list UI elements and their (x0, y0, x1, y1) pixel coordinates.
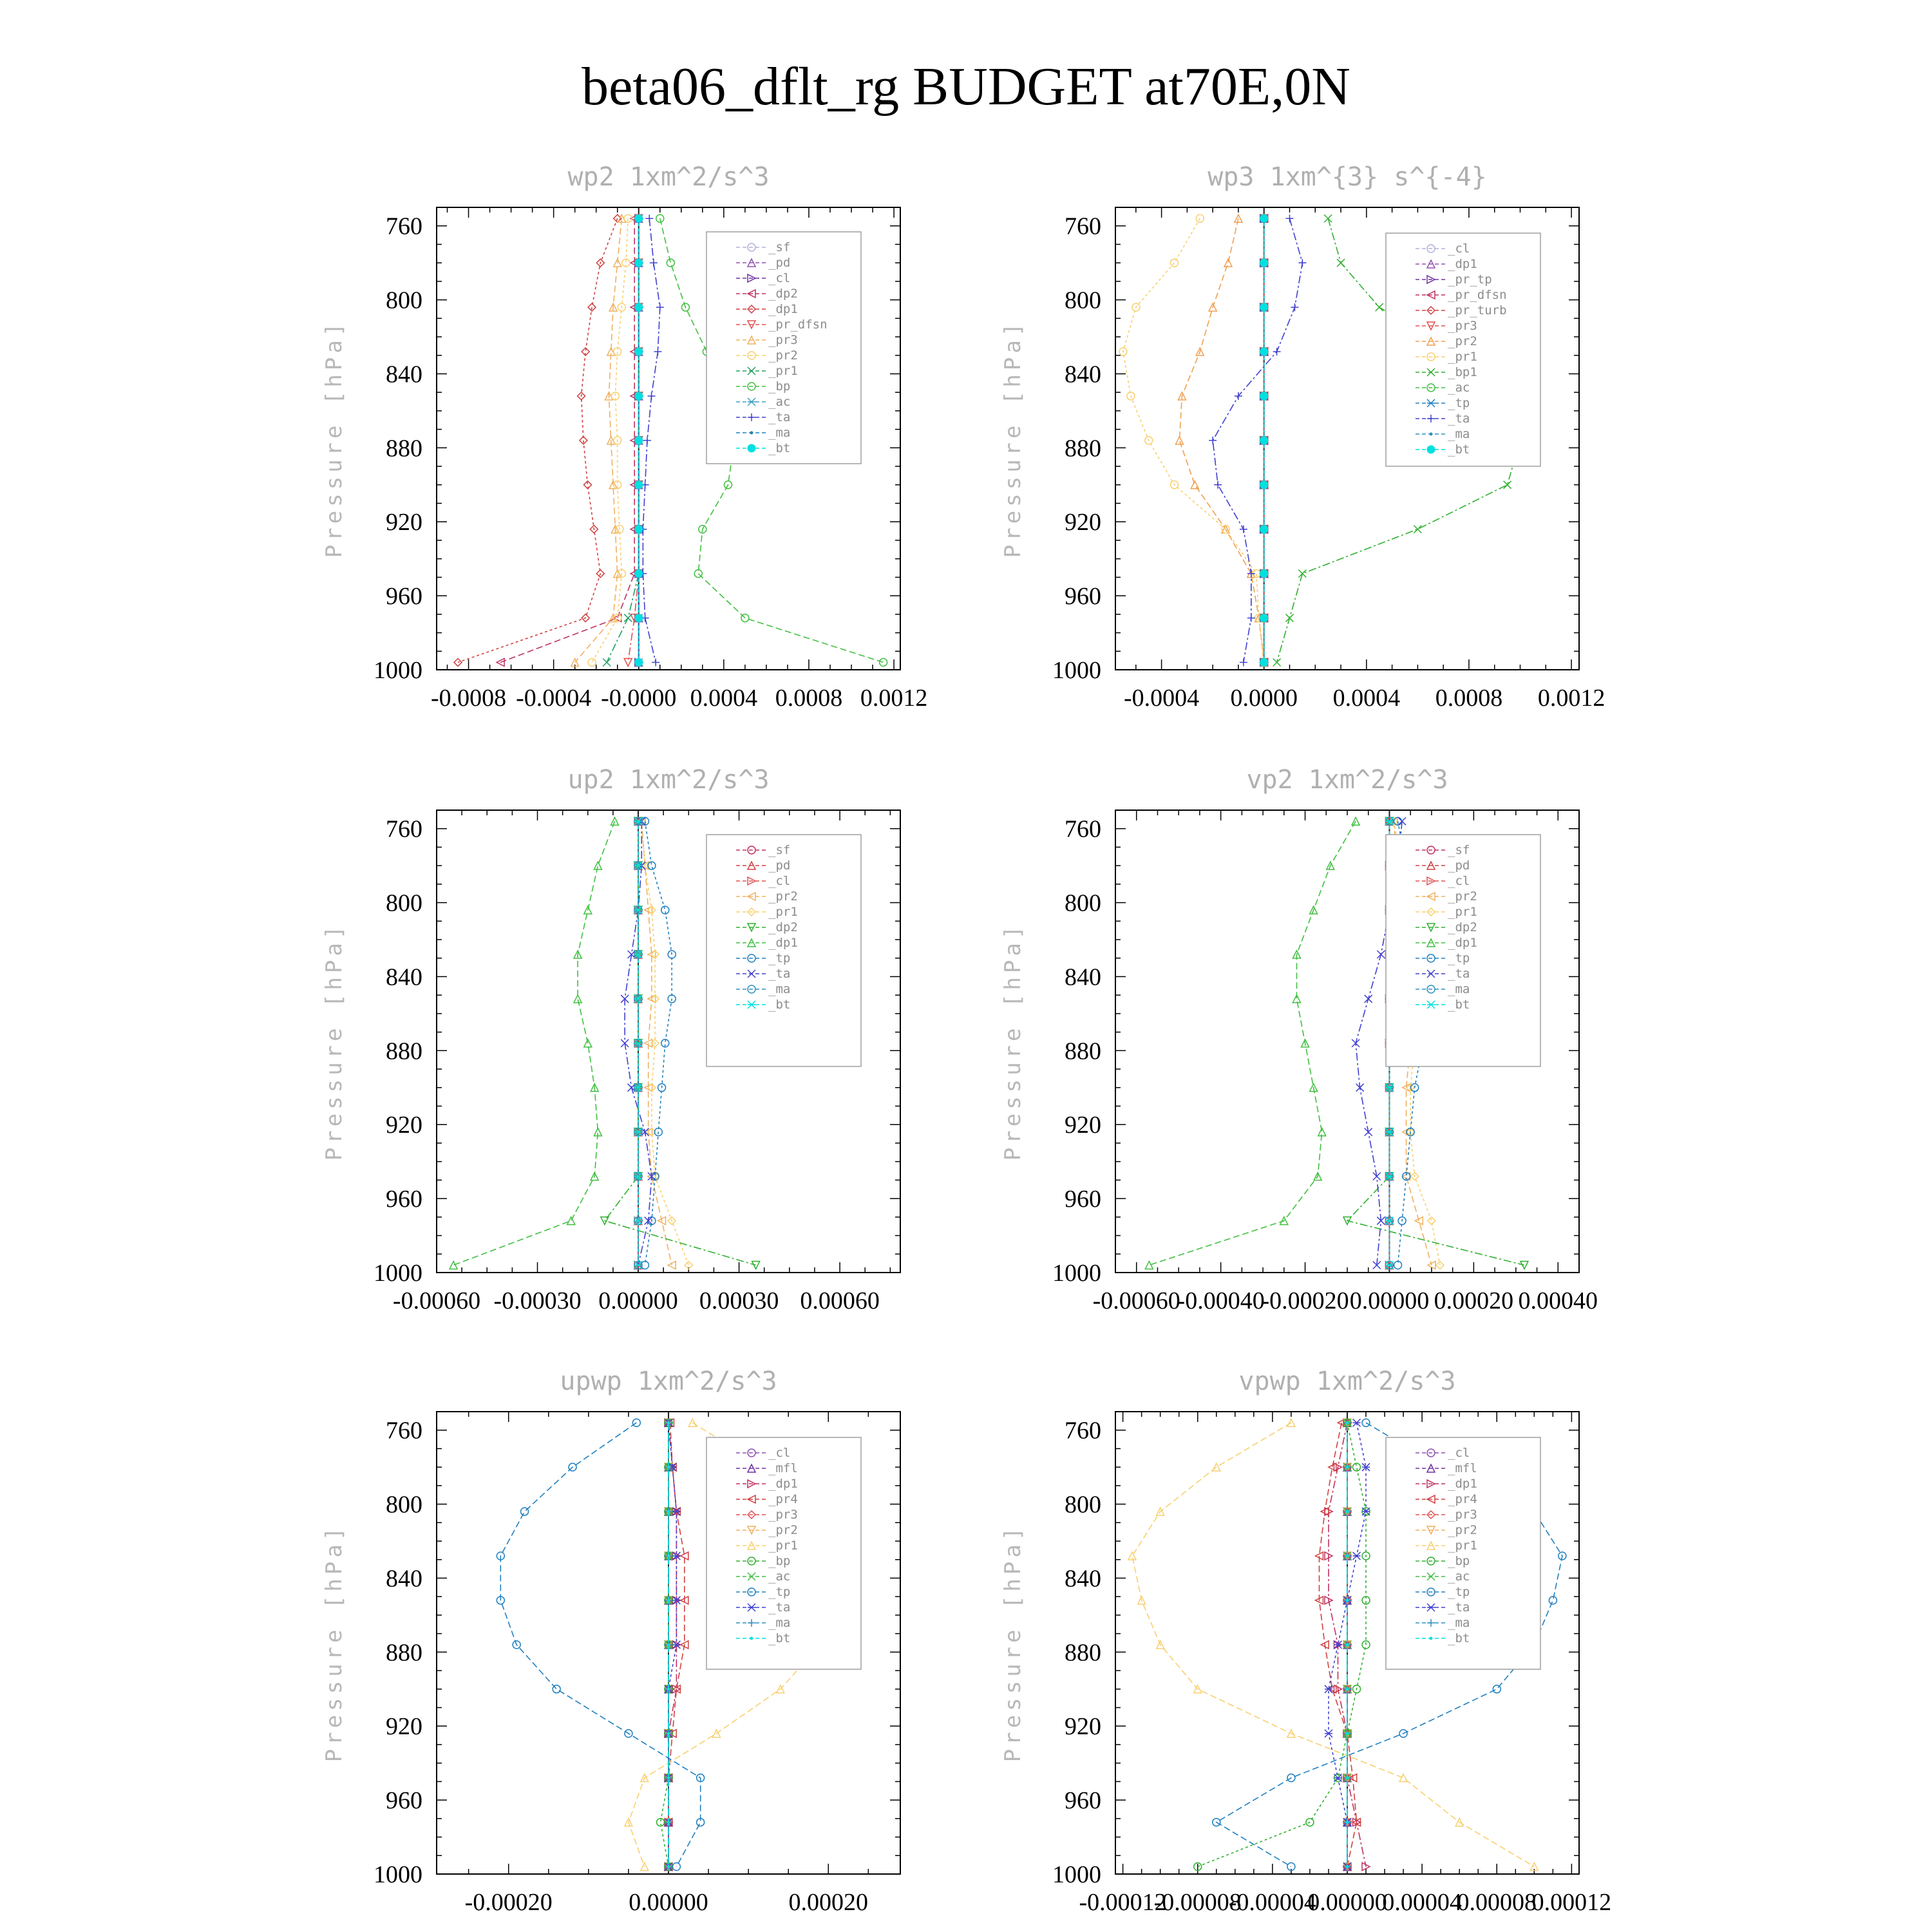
legend-label: _ta (1448, 967, 1470, 981)
legend-label: _pr_tp (1448, 272, 1492, 287)
data-point (635, 570, 643, 578)
legend-label: _pr_dfsn (1448, 288, 1507, 302)
data-point (1346, 1732, 1349, 1735)
data-point (1346, 1865, 1349, 1868)
x-tick-label: 0.00000 (1307, 1889, 1387, 1916)
data-point (667, 1643, 670, 1646)
legend-label: _ta (768, 1600, 791, 1615)
legend-label: _pr1 (768, 1539, 798, 1553)
y-tick-label: 840 (1065, 963, 1101, 991)
legend-label: _mfl (1448, 1461, 1477, 1475)
y-tick-label: 920 (386, 1112, 422, 1139)
legend-label: _ac (1448, 381, 1470, 395)
y-axis-label: Pressure [hPa] (1000, 319, 1026, 558)
panel-title: upwp 1xm^2/s^3 (560, 1367, 777, 1396)
x-tick-label: 0.00030 (699, 1287, 779, 1314)
data-point (667, 1732, 670, 1735)
legend-marker (1427, 446, 1435, 453)
legend (706, 835, 861, 1066)
legend-label: _dp2 (1448, 920, 1477, 934)
y-tick-label: 960 (386, 1787, 422, 1815)
y-tick-label: 840 (386, 963, 422, 991)
x-tick-label: 0.00012 (1531, 1889, 1612, 1916)
data-point (635, 437, 643, 444)
legend-label: _ma (1448, 1616, 1470, 1630)
data-point (635, 526, 643, 533)
y-axis-label: Pressure [hPa] (321, 319, 347, 558)
x-tick-label: 0.0012 (1537, 685, 1605, 712)
legend-label: _pr1 (1448, 350, 1477, 364)
x-tick-label: 0.00004 (1382, 1889, 1462, 1916)
legend-label: _dp1 (768, 936, 798, 950)
legend-label: _pr3 (768, 1508, 798, 1522)
legend (1386, 1437, 1540, 1669)
legend-label: _dp1 (1448, 1477, 1477, 1491)
data-point (667, 1598, 670, 1602)
y-tick-label: 920 (1065, 509, 1101, 536)
legend-label: _tp (768, 951, 791, 965)
y-tick-label: 880 (1065, 1037, 1101, 1065)
legend-label: _pr1 (768, 905, 798, 919)
legend-label: _mfl (768, 1461, 798, 1475)
y-tick-label: 960 (386, 1186, 422, 1213)
x-tick-label: 0.00020 (788, 1889, 869, 1916)
legend-label: _ta (1448, 1600, 1470, 1615)
legend-label: _bp (1448, 1554, 1470, 1568)
legend-label: _pr1 (768, 364, 798, 378)
x-tick-label: -0.0000 (601, 685, 677, 712)
x-tick-label: -0.00020 (464, 1889, 553, 1916)
legend-label: _cl (1448, 242, 1470, 256)
data-point (1260, 214, 1268, 222)
data-point (1346, 1466, 1349, 1469)
panel-title: wp3 1xm^{3} s^{-4} (1208, 162, 1487, 192)
figure-title: beta06_dflt_rg BUDGET at70E,0N (582, 57, 1350, 117)
legend-label: _cl (768, 1446, 791, 1460)
data-point (1260, 570, 1268, 578)
y-tick-label: 1000 (1052, 1260, 1101, 1287)
x-tick-label: -0.00004 (1228, 1889, 1316, 1916)
x-tick-label: 0.00060 (800, 1287, 880, 1314)
x-tick-label: 0.0008 (1435, 685, 1503, 712)
y-tick-label: 760 (1065, 1417, 1101, 1444)
legend-label: _ta (768, 967, 791, 981)
x-tick-label: 0.0000 (1230, 685, 1298, 712)
data-point (1260, 303, 1268, 311)
y-tick-label: 960 (1065, 1787, 1101, 1815)
y-tick-label: 760 (1065, 213, 1101, 240)
legend-label: _sf (1448, 843, 1470, 857)
data-point (635, 614, 643, 622)
legend (706, 1437, 861, 1669)
legend-label: _ta (768, 410, 791, 424)
data-point (1260, 259, 1268, 267)
data-point (1346, 1643, 1349, 1646)
x-tick-label: 0.0012 (860, 685, 928, 712)
x-tick-label: 0.0008 (775, 685, 843, 712)
panel-title: wp2 1xm^2/s^3 (567, 162, 770, 192)
x-tick-label: 0.0004 (1332, 685, 1401, 712)
legend-label: _pr2 (768, 348, 798, 363)
panel-title: up2 1xm^2/s^3 (567, 765, 770, 795)
legend-label: _tp (768, 1585, 791, 1599)
panel-title: vpwp 1xm^2/s^3 (1238, 1367, 1456, 1396)
legend-label: _pd (768, 256, 791, 270)
y-tick-label: 800 (1065, 287, 1101, 314)
legend-label: _pr2 (1448, 334, 1477, 348)
legend-label: _cl (768, 874, 791, 888)
y-tick-label: 1000 (1052, 657, 1101, 684)
x-tick-label: -0.00040 (1177, 1287, 1265, 1314)
data-point (1260, 614, 1268, 622)
legend-label: _pd (1448, 858, 1470, 873)
data-point (667, 1776, 670, 1779)
legend-label: _pr3 (1448, 319, 1477, 333)
y-tick-label: 1000 (374, 1861, 422, 1888)
legend-label: _pr1 (1448, 905, 1477, 919)
data-point (1346, 1555, 1349, 1558)
legend-label: _cl (1448, 874, 1470, 888)
y-axis-label: Pressure [hPa] (1000, 1523, 1026, 1763)
x-tick-label: -0.00060 (392, 1287, 481, 1314)
legend-label: _pr2 (1448, 889, 1477, 904)
x-tick-label: 0.00008 (1457, 1889, 1537, 1916)
legend-label: _pr2 (768, 889, 798, 904)
y-tick-label: 800 (1065, 889, 1101, 917)
y-tick-label: 880 (386, 1639, 422, 1667)
data-point (1260, 526, 1268, 533)
legend-label: _dp1 (768, 302, 798, 316)
data-point (667, 1865, 670, 1868)
x-tick-label: -0.0004 (1124, 685, 1200, 712)
legend-label: _tp (1448, 951, 1470, 965)
x-tick-label: 0.00000 (598, 1287, 678, 1314)
y-tick-label: 1000 (1052, 1861, 1101, 1888)
legend-marker (1430, 433, 1433, 436)
legend-label: _pr3 (1448, 1508, 1477, 1522)
data-point (1346, 1687, 1349, 1690)
data-point (635, 659, 643, 667)
y-tick-label: 840 (1065, 1565, 1101, 1593)
legend-label: _pr2 (1448, 1523, 1477, 1537)
legend-label: _pr2 (768, 1523, 798, 1537)
y-tick-label: 760 (386, 1417, 422, 1444)
y-tick-label: 880 (1065, 435, 1101, 462)
data-point (1260, 392, 1268, 400)
y-tick-label: 840 (1065, 361, 1101, 388)
legend-label: _bp1 (1448, 365, 1477, 379)
legend-label: _pr_turb (1448, 303, 1507, 317)
data-point (1260, 437, 1268, 444)
data-point (667, 1466, 670, 1469)
panel-title: vp2 1xm^2/s^3 (1246, 765, 1448, 795)
legend-label: _ac (768, 395, 791, 409)
y-tick-label: 840 (386, 1565, 422, 1593)
legend-label: _ma (768, 982, 791, 996)
legend-label: _ma (768, 1616, 791, 1630)
y-tick-label: 880 (386, 435, 422, 462)
legend-label: _bt (768, 441, 791, 455)
y-tick-label: 1000 (374, 1260, 422, 1287)
y-axis-label: Pressure [hPa] (321, 922, 347, 1161)
y-tick-label: 760 (1065, 815, 1101, 843)
legend-label: _dp1 (768, 1477, 798, 1491)
legend-label: _pr1 (1448, 1539, 1477, 1553)
legend (1386, 835, 1540, 1066)
data-point (635, 303, 643, 311)
data-point (667, 1510, 670, 1513)
legend-label: _dp1 (1448, 257, 1477, 271)
x-tick-label: -0.00012 (1079, 1889, 1167, 1916)
legend-marker (750, 431, 753, 435)
x-tick-label: 0.00000 (629, 1889, 708, 1916)
data-point (667, 1821, 670, 1824)
legend-label: _ac (768, 1569, 791, 1584)
data-point (635, 481, 643, 489)
data-point (635, 348, 643, 355)
legend-marker (748, 444, 755, 452)
legend-label: _pr3 (768, 333, 798, 347)
data-point (1346, 1510, 1349, 1513)
legend-label: _bt (768, 1631, 791, 1645)
y-tick-label: 920 (1065, 1112, 1101, 1139)
legend-label: _bt (768, 998, 791, 1012)
y-tick-label: 800 (386, 889, 422, 917)
y-tick-label: 920 (386, 509, 422, 536)
legend-label: _ma (1448, 427, 1470, 441)
legend-label: _cl (768, 271, 791, 285)
legend-marker (1430, 1637, 1433, 1640)
y-tick-label: 960 (1065, 1186, 1101, 1213)
y-tick-label: 760 (386, 213, 422, 240)
legend-label: _bt (1448, 998, 1470, 1012)
x-tick-label: 0.00000 (1349, 1287, 1430, 1314)
y-axis-label: Pressure [hPa] (321, 1523, 347, 1763)
x-tick-label: -0.00020 (1261, 1287, 1349, 1314)
x-tick-label: -0.0004 (516, 685, 592, 712)
legend-label: _pr4 (1448, 1492, 1477, 1506)
y-tick-label: 960 (1065, 583, 1101, 611)
y-tick-label: 1000 (374, 657, 422, 684)
data-point (667, 1421, 670, 1425)
legend-label: _ac (1448, 1569, 1470, 1584)
x-tick-label: -0.00008 (1153, 1889, 1242, 1916)
data-point (635, 214, 643, 222)
legend (706, 232, 861, 464)
legend-label: _pr_dfsn (768, 317, 828, 332)
legend-label: _tp (1448, 396, 1470, 410)
y-tick-label: 800 (1065, 1491, 1101, 1519)
data-point (635, 259, 643, 267)
legend-label: _sf (768, 843, 791, 857)
x-tick-label: 0.00040 (1518, 1287, 1598, 1314)
legend-label: _bp (768, 1554, 791, 1568)
legend-label: _bt (1448, 1631, 1470, 1645)
legend-label: _ta (1448, 412, 1470, 426)
y-tick-label: 880 (1065, 1639, 1101, 1667)
data-point (667, 1687, 670, 1690)
data-point (1346, 1598, 1349, 1602)
y-tick-label: 920 (1065, 1713, 1101, 1741)
legend-label: _bp (768, 379, 791, 393)
y-tick-label: 960 (386, 583, 422, 611)
y-tick-label: 800 (386, 287, 422, 314)
legend-label: _pr4 (768, 1492, 798, 1506)
legend-label: _tp (1448, 1585, 1470, 1599)
data-point (1346, 1821, 1349, 1824)
legend-label: _sf (768, 240, 791, 254)
data-point (1260, 481, 1268, 489)
y-axis-label: Pressure [hPa] (1000, 922, 1026, 1161)
legend-label: _ma (768, 426, 791, 440)
legend-label: _bt (1448, 442, 1470, 457)
x-tick-label: -0.0008 (430, 685, 507, 712)
legend-label: _pd (768, 858, 791, 873)
x-tick-label: 0.0004 (690, 685, 758, 712)
y-tick-label: 760 (386, 815, 422, 843)
data-point (635, 392, 643, 400)
y-tick-label: 920 (386, 1713, 422, 1741)
x-tick-label: 0.00020 (1434, 1287, 1514, 1314)
legend-label: _ma (1448, 982, 1470, 996)
legend-marker (750, 1637, 753, 1640)
legend-label: _dp2 (768, 920, 798, 934)
y-tick-label: 840 (386, 361, 422, 388)
data-point (667, 1555, 670, 1558)
y-tick-label: 800 (386, 1491, 422, 1519)
data-point (1346, 1776, 1349, 1779)
data-point (1260, 659, 1268, 667)
legend-label: _dp1 (1448, 936, 1477, 950)
legend-label: _dp2 (768, 287, 798, 301)
x-tick-label: -0.00030 (493, 1287, 582, 1314)
data-point (1346, 1421, 1349, 1425)
x-tick-label: -0.00060 (1092, 1287, 1180, 1314)
data-point (1260, 348, 1268, 355)
legend (1386, 233, 1540, 466)
y-tick-label: 880 (386, 1037, 422, 1065)
legend-label: _cl (1448, 1446, 1470, 1460)
